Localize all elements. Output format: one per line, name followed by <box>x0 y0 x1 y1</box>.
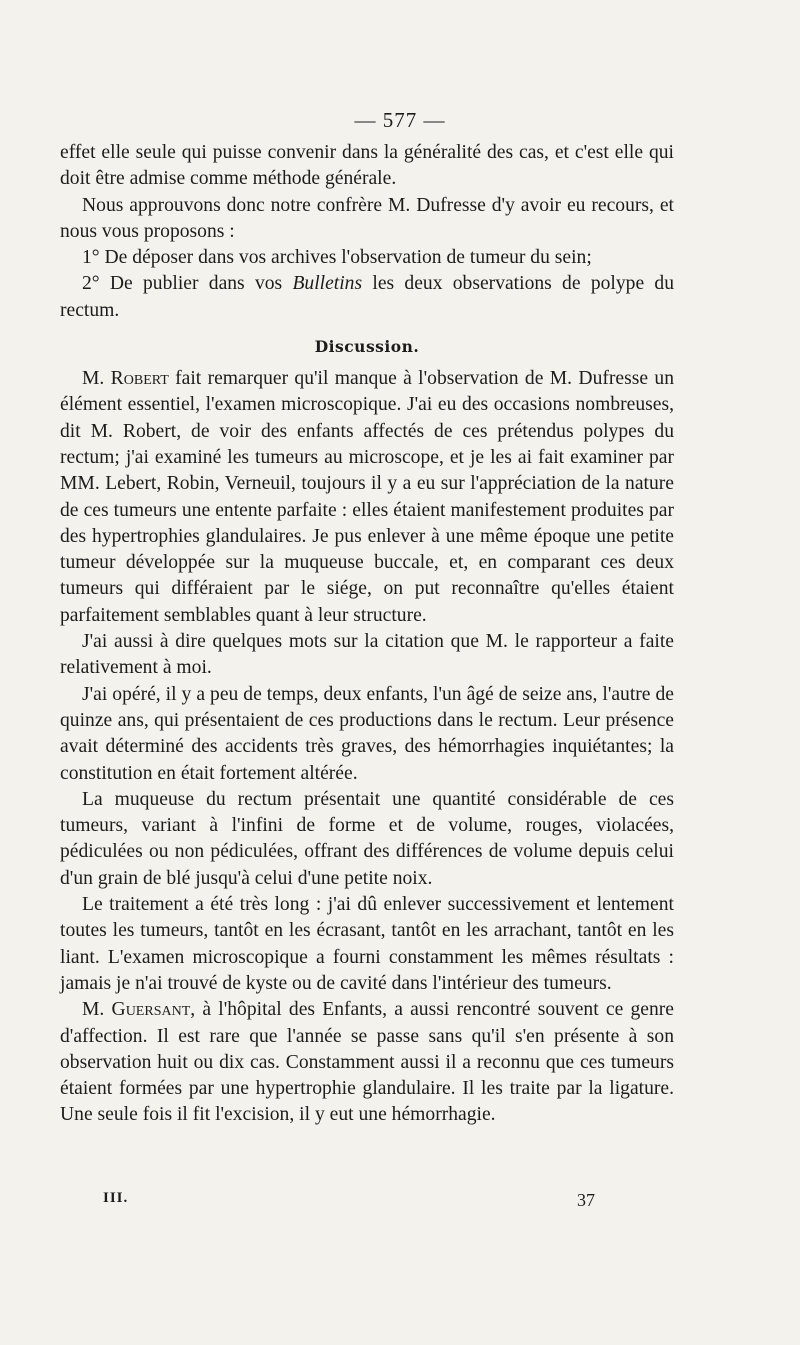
section-heading: Discussion. <box>314 337 420 357</box>
speaker-name: Robert <box>110 368 169 390</box>
paragraph: effet elle seule qui puisse convenir dans la généralité des cas, et c'est elle qui doit être admise comme méthode générale. <box>60 142 674 190</box>
speaker-name: Guersant <box>111 999 191 1021</box>
paragraph: Le traitement a été très long : j'ai dû enlever successivement et lentement toutes les tumeurs, tantôt en les écrasant, tantôt en les arrachant, tantôt en les liant. L'examen microscopique a fourni constamment les mêmes résultats : jamais je n'ai trouvé de kyste ou de cavité dans l'intérieur des tumeurs. <box>60 894 674 994</box>
paragraph: J'ai opéré, il y a peu de temps, deux enfants, l'un âgé de seize ans, l'autre de quinze ans, qui présentaient de ces productions dans le rectum. Leur présence avait déterminé des accidents très graves, des hémorrhagies inquiétantes; la constitution en était fortement altérée. <box>60 683 674 784</box>
body-text <box>60 140 674 1129</box>
paragraph: Nous approuvons donc notre confrère M. Dufresse d'y avoir eu recours, et nous vous proposons : <box>60 194 674 242</box>
signature-mark: III. <box>103 1190 129 1206</box>
sheet-number: 37 <box>577 1190 595 1210</box>
page-number: — 577 — <box>354 108 446 132</box>
paragraph: 1° De déposer dans vos archives l'observation de tumeur du sein; <box>82 247 592 269</box>
paragraph: La muqueuse du rectum présentait une quantité considérable de ces tumeurs, variant à l'infini de forme et de volume, rouges, violacées, pédiculées ou non pédiculées, offrant des différences de volume depuis celui d'un grain de blé jusqu'à celui d'une petite noix. <box>60 788 674 889</box>
italic-title: Bulletins <box>292 273 363 295</box>
paragraph: J'ai aussi à dire quelques mots sur la citation que M. le rapporteur a faite relativement à moi. <box>60 631 674 679</box>
paragraph: 2° De publier dans vos Bulletins les deux observations de polype du rectum. <box>60 273 674 321</box>
paragraph: M. Robert fait remarquer qu'il manque à l'observation de M. Dufresse un élément essentiel, l'examen microscopique. J'ai eu des occasions nombreuses, dit M. Robert, de voir des enfants affectés de ces prétendus polypes du rectum; j'ai examiné les tumeurs au microscope, et je les ai fait examiner par MM. Lebert, Robin, Verneuil, toujours il y a eu sur l'appréciation de la nature de ces tumeurs une entente parfaite : elles étaient manifestement produites par des hypertrophies glandulaires. Je pus enlever à une même époque une petite tumeur développée sur la muqueuse buccale, et, en comparant ces deux tumeurs qui différaient par le siége, on put reconnaître qu'elles étaient parfaitement semblables quant à leur structure. <box>60 368 674 626</box>
paragraph: M. Guersant, à l'hôpital des Enfants, a aussi rencontré souvent ce genre d'affection. Il est rare que l'année se passe sans qu'il s'en présente à son observation huit ou dix cas. Constamment aussi il a reconnu que ces tumeurs étaient formées par une hypertrophie glandulaire. Il les traite par la ligature. Une seule fois il fit l'excision, il y eut une hémorrhagie. <box>60 999 674 1126</box>
